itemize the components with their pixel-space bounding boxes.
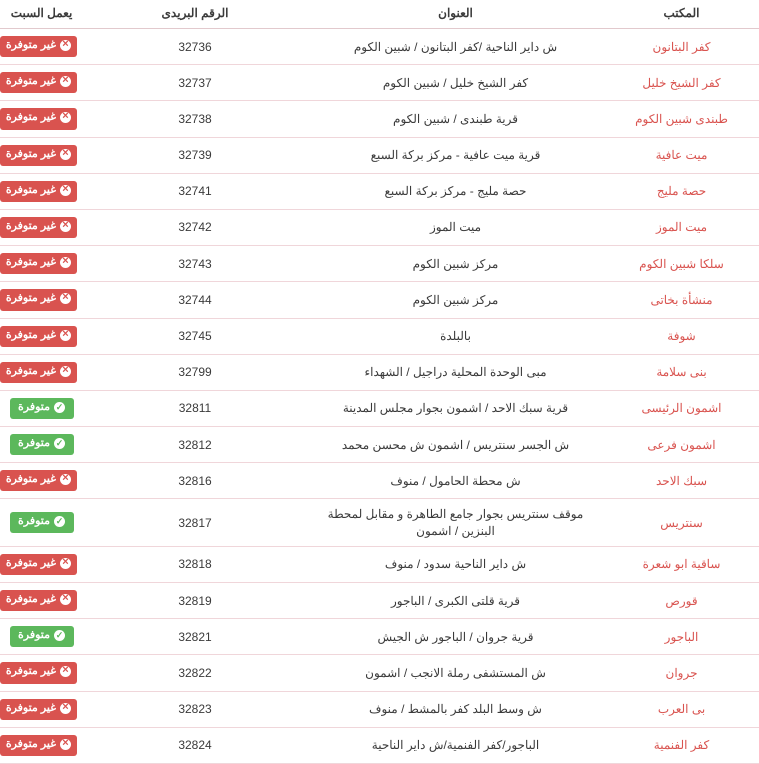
cell-saturday: [0, 427, 83, 463]
cell-office[interactable]: ميت الموز: [604, 209, 759, 245]
status-badge-label: غير متوفرة: [5, 737, 56, 750]
times-circle-icon: [60, 76, 71, 87]
cell-office[interactable]: اشمون فرعى: [604, 427, 759, 463]
cell-saturday: [0, 173, 83, 209]
cell-saturday: [0, 29, 83, 65]
status-badge: [0, 699, 77, 720]
table-row: [0, 29, 759, 65]
cell-office[interactable]: ميت عافية: [604, 137, 759, 173]
cell-saturday: [0, 101, 83, 137]
times-circle-icon: [60, 474, 71, 485]
times-circle-icon: [60, 594, 71, 605]
cell-saturday: [0, 246, 83, 282]
cell-zip: 32742: [83, 209, 307, 245]
cell-office[interactable]: قورص: [604, 583, 759, 619]
status-badge-label: غير متوفرة: [5, 256, 56, 269]
status-badge-label: غير متوفرة: [5, 183, 56, 196]
cell-zip: 32743: [83, 246, 307, 282]
status-badge-label: غير متوفرة: [5, 364, 56, 377]
cell-office[interactable]: جروان: [604, 655, 759, 691]
cell-address: قرية ميت عافية - مركز بركة السبع: [307, 137, 604, 173]
cell-address: ش المستشفى رملة الانجب / اشمون: [307, 655, 604, 691]
cell-address: ش داير الناحية سدود / منوف: [307, 546, 604, 582]
cell-address: مبى الوحدة المحلية دراجيل / الشهداء: [307, 354, 604, 390]
table-row: [0, 282, 759, 318]
cell-zip: 32824: [83, 727, 307, 763]
status-badge-label: غير متوفرة: [5, 473, 56, 486]
status-badge: [0, 470, 77, 491]
check-circle-icon: [54, 516, 65, 527]
cell-office[interactable]: كفر البتانون: [604, 29, 759, 65]
cell-address: بالبلدة: [307, 318, 604, 354]
cell-address: كفر الشيخ خليل / شبين الكوم: [307, 65, 604, 101]
cell-zip: 32741: [83, 173, 307, 209]
cell-saturday: [0, 209, 83, 245]
table-row: [0, 583, 759, 619]
status-badge: [10, 434, 74, 455]
status-badge: [0, 72, 77, 93]
status-badge-label: غير متوفرة: [5, 665, 56, 678]
cell-office[interactable]: ساقية ابو شعرة: [604, 546, 759, 582]
cell-saturday: [0, 655, 83, 691]
times-circle-icon: [60, 40, 71, 51]
table-row: [0, 546, 759, 582]
cell-zip: 32823: [83, 691, 307, 727]
cell-address: مركز شبين الكوم: [307, 246, 604, 282]
cell-office[interactable]: اشمون الرئيسى: [604, 390, 759, 426]
status-badge-label: غير متوفرة: [5, 111, 56, 124]
cell-saturday: [0, 137, 83, 173]
table-row: [0, 691, 759, 727]
table-row: [0, 655, 759, 691]
times-circle-icon: [60, 703, 71, 714]
status-badge: [0, 590, 77, 611]
status-badge: [0, 662, 77, 683]
column-header-office[interactable]: المكتب: [604, 0, 759, 29]
status-badge: [0, 217, 77, 238]
status-badge: [10, 512, 74, 533]
table-row: [0, 318, 759, 354]
check-circle-icon: [54, 630, 65, 641]
status-badge: [0, 108, 77, 129]
table-header-row: [0, 0, 759, 29]
cell-saturday: [0, 691, 83, 727]
status-badge-label: غير متوفرة: [5, 593, 56, 605]
column-header-address[interactable]: العنوان: [307, 0, 604, 29]
cell-saturday: [0, 546, 83, 582]
table-row: [0, 390, 759, 426]
times-circle-icon: [60, 149, 71, 160]
cell-office[interactable]: طبندى شبين الكوم: [604, 101, 759, 137]
cell-office[interactable]: كفر الفنمية: [604, 727, 759, 763]
status-badge: [10, 626, 74, 647]
status-badge-label: غير متوفرة: [5, 328, 56, 341]
cell-saturday: [0, 390, 83, 426]
check-circle-icon: [54, 438, 65, 449]
status-badge-label: غير متوفرة: [5, 75, 56, 88]
status-badge-label: متوفرة: [18, 629, 50, 642]
cell-address: ش محطة الحامول / منوف: [307, 463, 604, 499]
cell-saturday: [0, 65, 83, 101]
cell-saturday: [0, 282, 83, 318]
cell-address: ش داير الناحية /كفر البتانون / شبين الكوم: [307, 29, 604, 65]
cell-address: ش وسط البلد كفر بالمشط / منوف: [307, 691, 604, 727]
cell-address: الباجور/كفر الفنمية/ش داير الناحية: [307, 727, 604, 763]
times-circle-icon: [60, 185, 71, 196]
status-badge-label: غير متوفرة: [5, 701, 56, 714]
times-circle-icon: [60, 558, 71, 569]
status-badge: [0, 36, 77, 57]
table-row: [0, 173, 759, 209]
cell-office[interactable]: منشأة بخاتى: [604, 282, 759, 318]
times-circle-icon: [60, 330, 71, 341]
cell-office[interactable]: بنى سلامة: [604, 354, 759, 390]
status-badge-label: غير متوفرة: [5, 556, 56, 569]
table-row: [0, 427, 759, 463]
column-header-saturday[interactable]: يعمل السبت: [0, 0, 83, 29]
table-row: [0, 65, 759, 101]
status-badge-label: غير متوفرة: [5, 219, 56, 232]
status-badge-label: متوفرة: [18, 515, 50, 528]
status-badge-label: غير متوفرة: [5, 39, 56, 51]
cell-office[interactable]: بى العرب: [604, 691, 759, 727]
cell-office[interactable]: سلكا شبين الكوم: [604, 246, 759, 282]
cell-zip: 32738: [83, 101, 307, 137]
cell-zip: 32817: [83, 499, 307, 546]
cell-address: مركز شبين الكوم: [307, 282, 604, 318]
times-circle-icon: [60, 112, 71, 123]
cell-address: حصة مليج - مركز بركة السبع: [307, 173, 604, 209]
cell-saturday: [0, 727, 83, 763]
cell-zip: 32816: [83, 463, 307, 499]
cell-zip: 32736: [83, 29, 307, 65]
cell-address: قرية قلتى الكبرى / الباجور: [307, 583, 604, 619]
times-circle-icon: [60, 666, 71, 677]
cell-zip: 32818: [83, 546, 307, 582]
table-row: [0, 619, 759, 655]
cell-address: موقف سنتريس بجوار جامع الطاهرة و مقابل لمحطة البنزين / اشمون: [307, 499, 604, 546]
cell-office[interactable]: سبك الاحد: [604, 463, 759, 499]
status-badge: [0, 181, 77, 202]
cell-address: ش الجسر سنتريس / اشمون ش محسن محمد: [307, 427, 604, 463]
table-row: [0, 246, 759, 282]
status-badge-label: غير متوفرة: [5, 292, 56, 305]
cell-office[interactable]: سنتريس: [604, 499, 759, 546]
table-row: [0, 499, 759, 546]
cell-address: قرية سبك الاحد / اشمون بجوار مجلس المدينة: [307, 390, 604, 426]
cell-zip: 32819: [83, 583, 307, 619]
table-row: [0, 137, 759, 173]
cell-saturday: [0, 499, 83, 546]
cell-zip: 32737: [83, 65, 307, 101]
cell-zip: 32822: [83, 655, 307, 691]
cell-office[interactable]: كفر الشيخ خليل: [604, 65, 759, 101]
cell-address: قرية طبندى / شبين الكوم: [307, 101, 604, 137]
cell-office[interactable]: شوفة: [604, 318, 759, 354]
cell-zip: 32812: [83, 427, 307, 463]
cell-saturday: [0, 619, 83, 655]
cell-saturday: [0, 583, 83, 619]
times-circle-icon: [60, 293, 71, 304]
cell-saturday: [0, 318, 83, 354]
cell-saturday: [0, 354, 83, 390]
status-badge: [0, 145, 77, 166]
cell-zip: 32739: [83, 137, 307, 173]
check-circle-icon: [54, 402, 65, 413]
times-circle-icon: [60, 257, 71, 268]
status-badge: [0, 289, 77, 310]
times-circle-icon: [60, 739, 71, 750]
cell-address: قرية جروان / الباجور ش الجيش: [307, 619, 604, 655]
cell-zip: 32799: [83, 354, 307, 390]
cell-zip: 32744: [83, 282, 307, 318]
status-badge: [10, 398, 74, 419]
status-badge: [0, 554, 77, 575]
cell-zip: 32811: [83, 390, 307, 426]
table-header: [0, 0, 759, 29]
table-body: [0, 29, 759, 764]
cell-saturday: [0, 463, 83, 499]
status-badge: [0, 253, 77, 274]
times-circle-icon: [60, 366, 71, 377]
times-circle-icon: [60, 221, 71, 232]
cell-office[interactable]: حصة مليج: [604, 173, 759, 209]
status-badge: [0, 362, 77, 383]
table-row: [0, 463, 759, 499]
column-header-zip[interactable]: الرقم البريدى: [83, 0, 307, 29]
cell-zip: 32821: [83, 619, 307, 655]
table-row: [0, 209, 759, 245]
cell-office[interactable]: الباجور: [604, 619, 759, 655]
table-row: [0, 101, 759, 137]
status-badge: [0, 735, 77, 756]
status-badge-label: غير متوفرة: [5, 147, 56, 160]
table-row: [0, 354, 759, 390]
status-badge-label: متوفرة: [18, 400, 50, 413]
status-badge: [0, 326, 77, 347]
table-row: [0, 727, 759, 763]
cell-zip: 32745: [83, 318, 307, 354]
cell-address: ميت الموز: [307, 209, 604, 245]
status-badge-label: متوفرة: [18, 437, 50, 450]
